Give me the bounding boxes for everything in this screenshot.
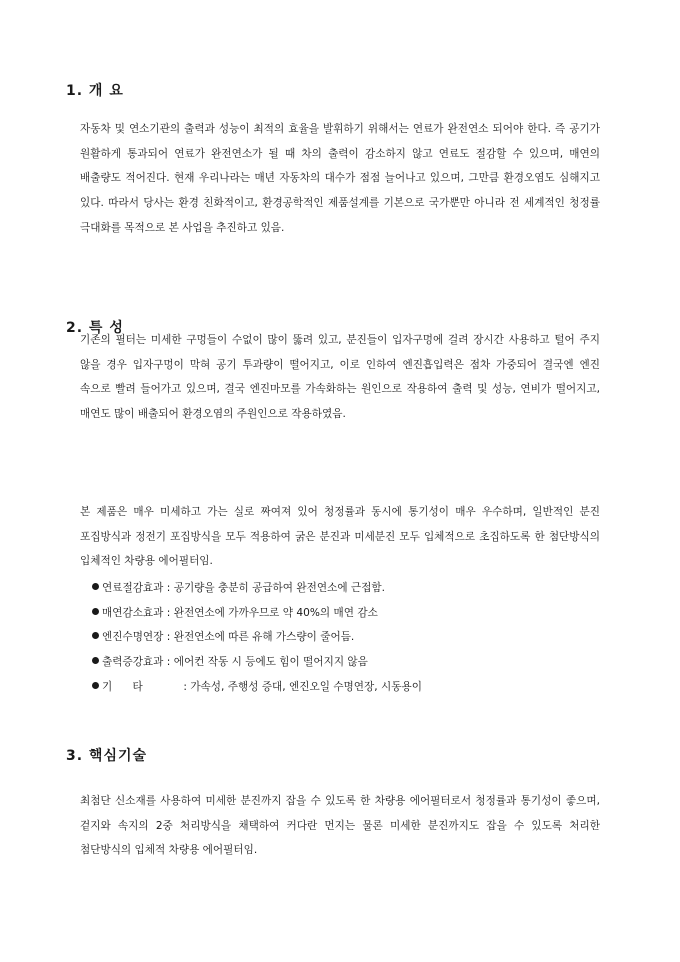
feature-text: 에어컨 작동 시 등에도 힘이 떨어지지 않음: [173, 656, 368, 669]
feature-label: 기 타: [102, 680, 143, 693]
section-3-paragraph: 최첨단 신소재를 사용하여 미세한 분진까지 잡을 수 있도록 한 차량용 에어필터로서 청정률과 통기성이 좋으며, 겉지와 속지의 2중 처리방식을 채택하여 커다란 먼지는 물론 미세한 분진까지도 잡을 수 있도록 처리한 첨단방식의 입체적 차량용 에어필터임.: [80, 795, 600, 857]
bullet-icon: [92, 608, 99, 615]
feature-item: [92, 601, 592, 626]
feature-list: [92, 576, 592, 699]
feature-separator: :: [163, 631, 174, 644]
feature-text: 완전연소에 가까우므로 약 40%의 매연 감소: [173, 606, 378, 619]
bullet-icon: [92, 583, 99, 590]
feature-item: [92, 650, 592, 675]
bullet-icon: [92, 682, 99, 689]
feature-separator: :: [163, 606, 174, 619]
feature-item: [92, 675, 592, 700]
section-2-paragraph-1: 기존의 필터는 미세한 구멍들이 수없이 많이 뚫려 있고, 분진들이 입자구멍에 걸려 장시간 사용하고 털어 주지 않을 경우 입자구멍이 막혀 공기 투과량이 떨어지고, 이로 인하여 엔진흡입력은 점차 가중되어 결국엔 엔진 속으로 빨려 들어가고 있으며, 결국 엔진마모를 가속화하는 원인으로 작용하여 출력 및 성능, 연비가 떨어지고, 매연도 많이 배출되어 환경오염의 주원인으로 작용하였음.: [80, 334, 600, 421]
feature-label: 매연감소효과: [102, 606, 164, 619]
feature-label: 출력증강효과: [102, 656, 164, 669]
section-2-heading: 2. 특 성: [66, 320, 124, 336]
feature-text: 공기량을 충분히 공급하여 완전연소에 근접함.: [173, 582, 385, 594]
feature-separator: :: [180, 680, 191, 693]
feature-label: 엔진수명연장: [102, 631, 164, 644]
bullet-icon: [92, 657, 99, 664]
section-3-heading: 3. 핵심기술: [66, 748, 148, 764]
feature-item: [92, 625, 592, 650]
feature-label: 연료절감효과: [102, 582, 164, 594]
section-1-paragraph: 자동차 및 연소기관의 출력과 성능이 최적의 효율을 발휘하기 위해서는 연료가 완전연소 되어야 한다. 즉 공기가 원활하게 통과되어 연료가 완전연소가 될 때 차의 출력이 감소하지 않고 연료도 절감할 수 있으며, 매연의 배출량도 적어진다. 현재 우리나라는 매년 자동차의 대수가 점점 늘어나고 있으며, 그만큼 환경오염도 심해지고 있다. 따라서 당사는 환경 친화적이고, 환경공학적인 제품설계를 기본으로 국가뿐만 아니라 전 세계적인 청정률 극대화를 목적으로 본 사업을 추진하고 있음.: [80, 123, 600, 234]
feature-separator: :: [163, 582, 174, 594]
feature-separator: :: [163, 656, 174, 669]
feature-text: 완전연소에 따른 유해 가스량이 줄어듬.: [173, 631, 355, 644]
feature-item: [92, 576, 592, 601]
section-1-heading: 1. 개 요: [66, 83, 124, 99]
feature-text: 가속성, 주행성 증대, 엔진오일 수명연장, 시동용이: [190, 680, 422, 693]
bullet-icon: [92, 632, 99, 639]
section-2-paragraph-2: 본 제품은 매우 미세하고 가는 실로 짜여져 있어 청정률과 동시에 통기성이 매우 우수하며, 일반적인 분진 포집방식과 정전기 포집방식을 모두 적용하여 굵은 분진과 미세분진 모두 입체적으로 초집하도록 한 첨단방식의 입체적인 차량용 에어필터임.: [80, 506, 600, 568]
